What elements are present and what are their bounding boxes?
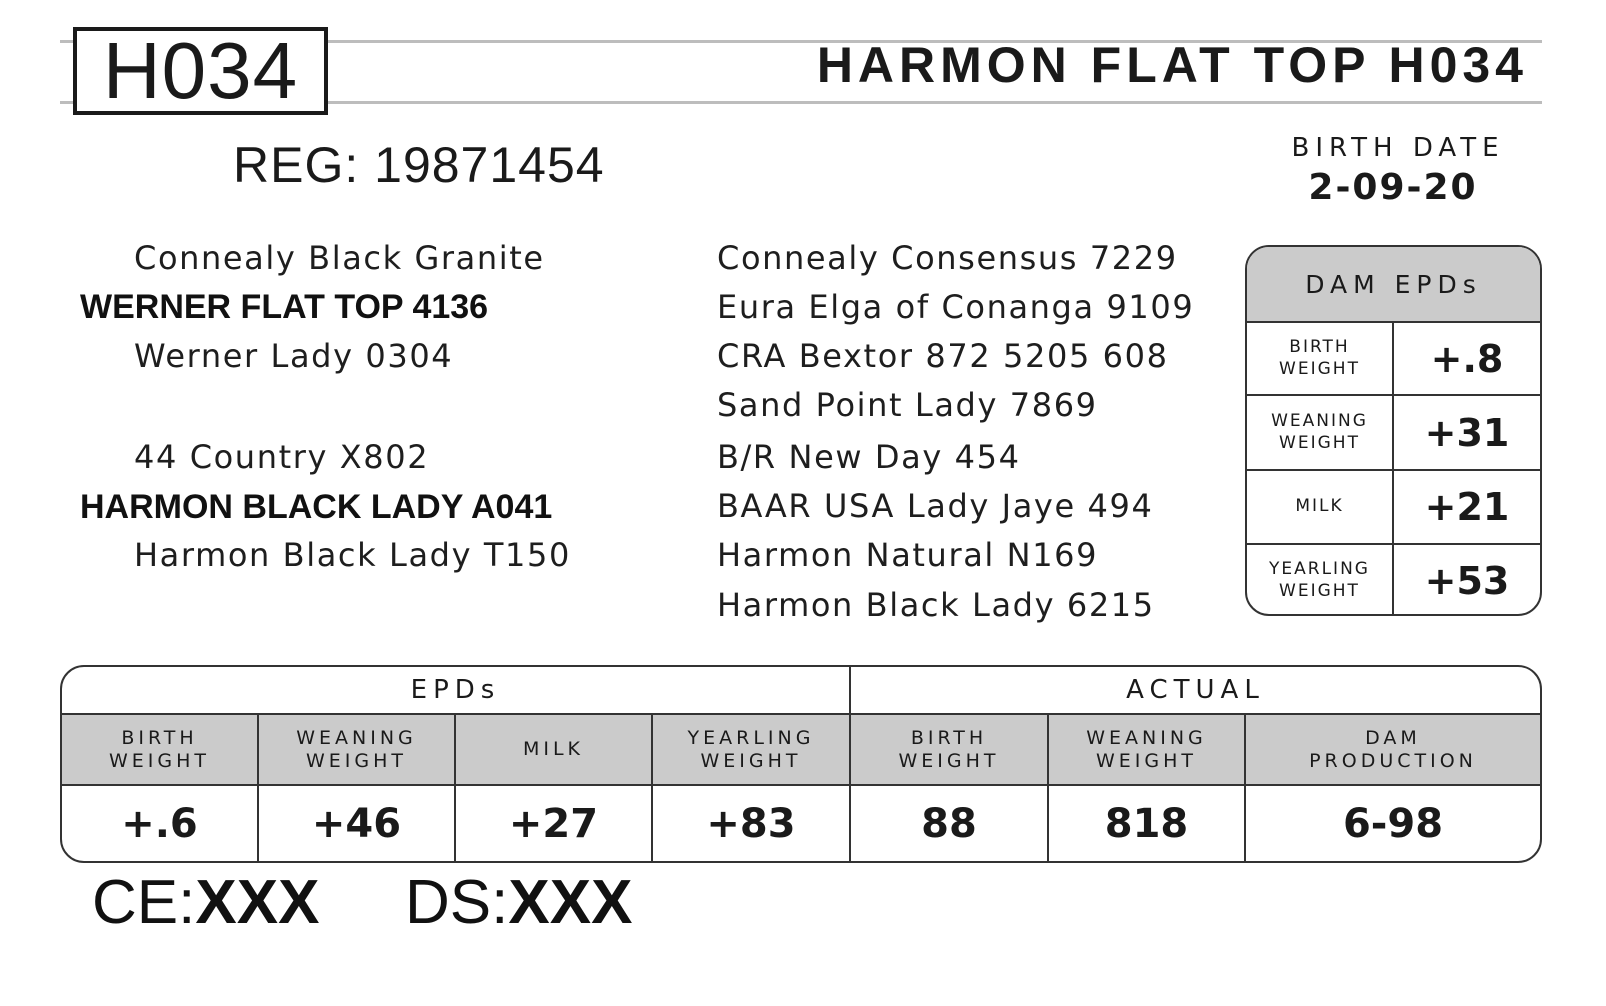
ce-label: CE: (92, 868, 196, 937)
great-grandparent: CRA Bextor 872 5205 608 (717, 337, 1169, 375)
lot-number-badge (73, 27, 328, 115)
dam-epd-label: YEARLING WEIGHT (1247, 545, 1394, 616)
dam-epd-label: MILK (1247, 471, 1394, 543)
great-grandparent: Sand Point Lady 7869 (717, 386, 1098, 424)
great-grandparent: B/R New Day 454 (717, 438, 1021, 476)
dam-epds-box (1245, 245, 1542, 616)
column-header-row (62, 715, 1540, 786)
registration-number: REG: 19871454 (233, 137, 605, 193)
column-header: WEANING WEIGHT (1049, 715, 1246, 784)
column-header: WEANING WEIGHT (259, 715, 456, 784)
value-row (62, 786, 1540, 861)
great-grandparent: Harmon Natural N169 (717, 536, 1099, 574)
table-value: 6-98 (1342, 800, 1444, 847)
group-header-row (62, 667, 1540, 715)
calving-ease (92, 868, 320, 937)
table-value: +.6 (62, 786, 259, 861)
column-header: BIRTH WEIGHT (851, 715, 1049, 784)
sire-name: WERNER FLAT TOP 4136 (80, 288, 489, 326)
dam-epd-label: WEANING WEIGHT (1247, 396, 1394, 469)
ce-value: XXX (195, 868, 320, 937)
dam-epd-value: +31 (1424, 410, 1510, 455)
dam-epd-row (1247, 396, 1540, 471)
column-header: DAM PRODUCTION (1309, 726, 1477, 772)
dam-score (405, 868, 633, 937)
epds-group-header: EPDs (62, 667, 851, 713)
dam-name: HARMON BLACK LADY A041 (80, 488, 553, 526)
performance-table (60, 665, 1542, 863)
dam-epd-value: +53 (1424, 558, 1510, 603)
lot-number: H034 (102, 26, 299, 115)
dam-sire: 44 Country X802 (134, 438, 430, 476)
table-value: 818 (1049, 786, 1246, 861)
table-value: +83 (653, 786, 851, 861)
column-header: YEARLING WEIGHT (653, 715, 851, 784)
dam-dam: Harmon Black Lady T150 (134, 536, 571, 574)
dam-epd-row (1247, 545, 1540, 616)
table-value: +46 (259, 786, 456, 861)
ds-value: XXX (508, 868, 633, 937)
sire-dam: Werner Lady 0304 (134, 337, 454, 375)
column-header: BIRTH WEIGHT (62, 715, 259, 784)
column-header: MILK (456, 715, 653, 784)
dam-epd-row (1247, 323, 1540, 396)
great-grandparent: BAAR USA Lady Jaye 494 (717, 487, 1154, 525)
great-grandparent: Eura Elga of Conanga 9109 (717, 288, 1195, 326)
animal-name: HARMON FLAT TOP H034 (816, 37, 1528, 93)
ds-label: DS: (405, 868, 509, 937)
sire-sire: Connealy Black Granite (134, 239, 545, 277)
great-grandparent: Harmon Black Lady 6215 (717, 586, 1155, 624)
dam-epds-title: DAM EPDs (1247, 247, 1540, 323)
dam-epd-label: BIRTH WEIGHT (1247, 323, 1394, 394)
table-value: 88 (851, 786, 1049, 861)
birth-date-label: BIRTH DATE (1291, 133, 1505, 163)
birth-date-value: 2-09-20 (1308, 167, 1478, 208)
actual-group-header: ACTUAL (1126, 675, 1265, 705)
dam-epd-row (1247, 471, 1540, 545)
great-grandparent: Connealy Consensus 7229 (717, 239, 1178, 277)
dam-epd-value: +.8 (1430, 336, 1504, 381)
table-value: +27 (456, 786, 653, 861)
dam-epd-value: +21 (1424, 485, 1510, 529)
